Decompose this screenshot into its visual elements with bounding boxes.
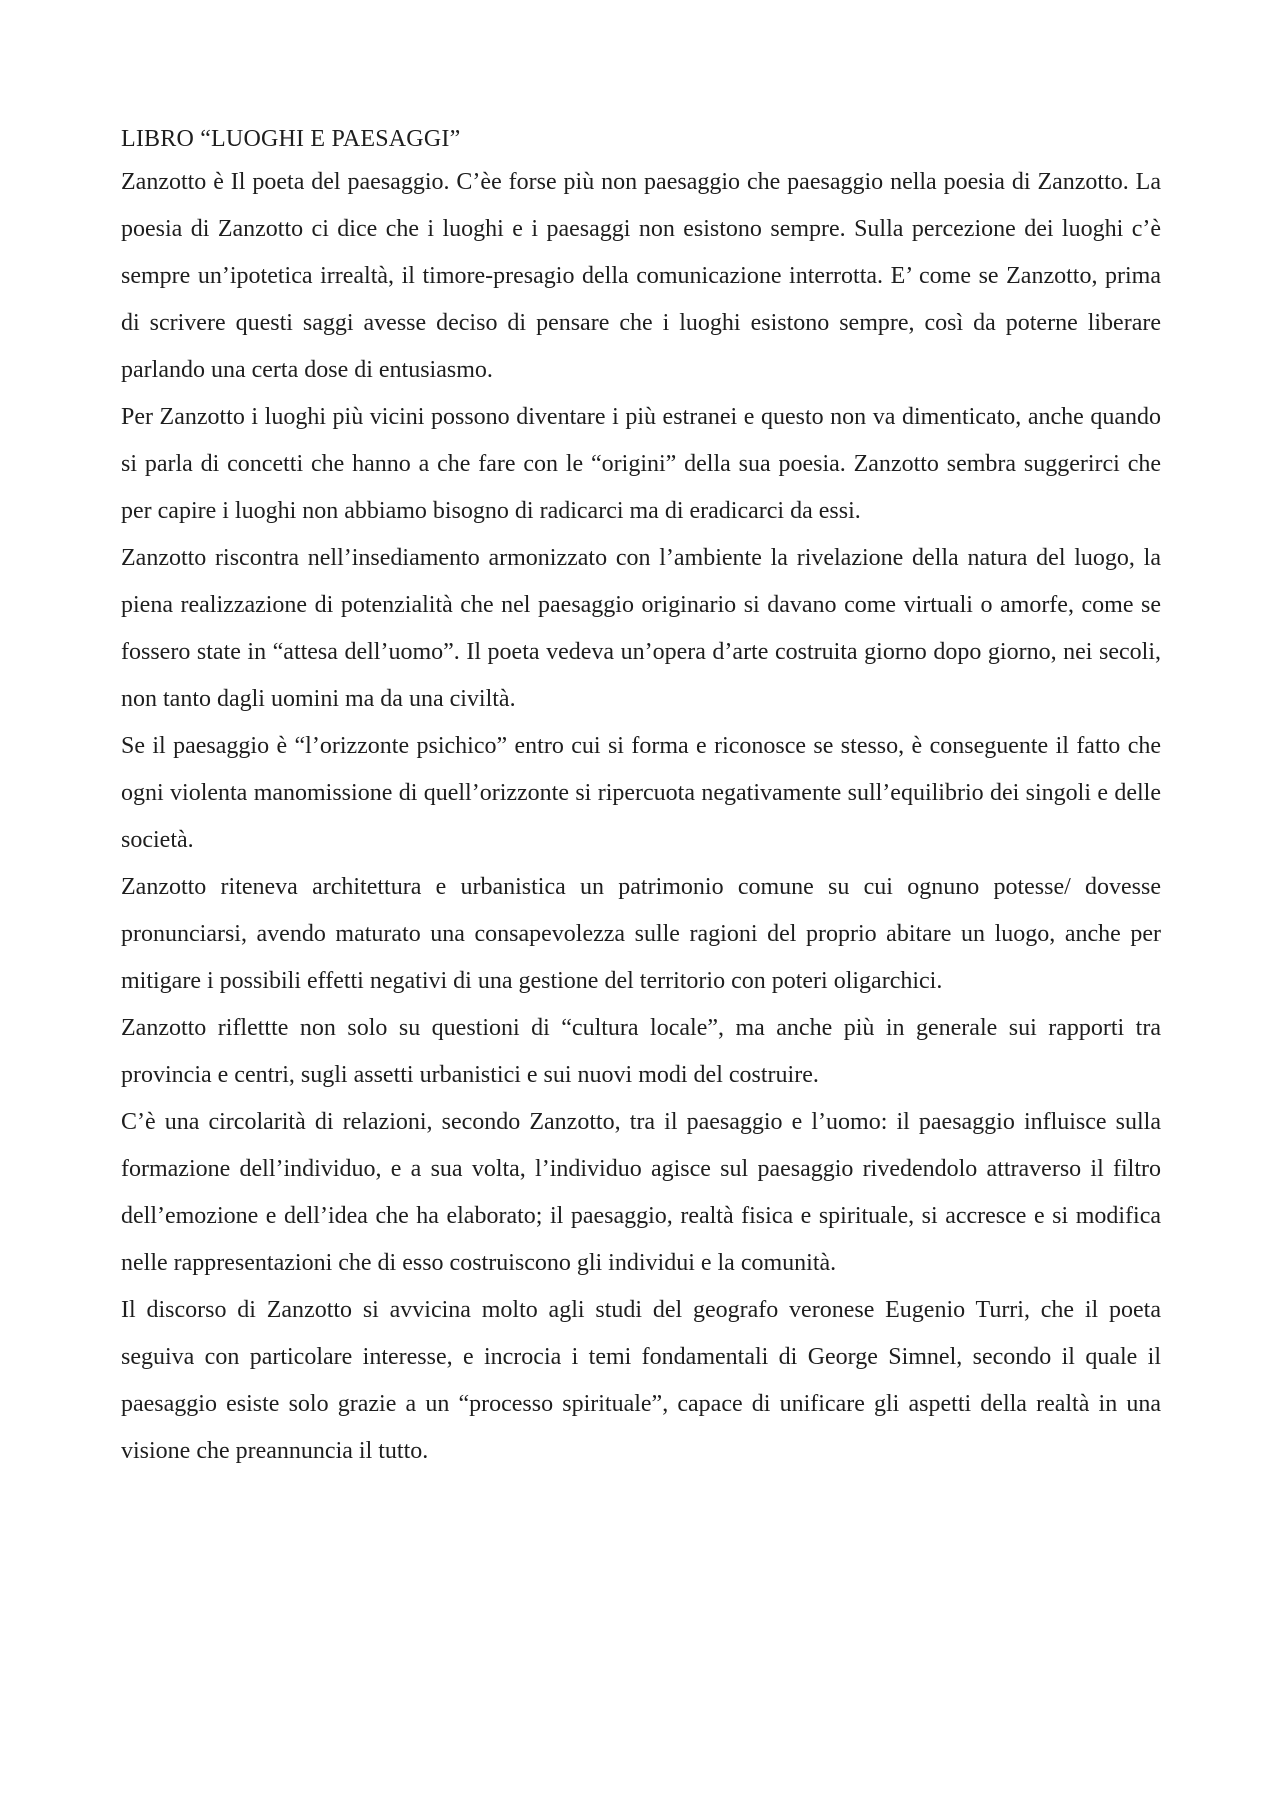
paragraph-6: Zanzotto riflettte non solo su questioni di “cultura locale”, ma anche più in generale sui rapporti tra provincia e centri, sugli assetti urbanistici e sui nuovi modi del costruire. <box>121 1015 1161 1088</box>
document-title: LIBRO “LUOGHI E PAESAGGI” <box>121 126 461 152</box>
paragraph-7: C’è una circolarità di relazioni, secondo Zanzotto, tra il paesaggio e l’uomo: il paesaggio influisce sulla formazione dell’individuo, e a sua volta, l’individuo agisce sul paesaggio rivedendolo attraverso il filtro dell’emozione e dell’idea che ha elaborato; il paesaggio, realtà fisica e spirituale, si accresce e si modifica nelle rappresentazioni che di esso costruiscono gli individui e la comunità. <box>121 1109 1161 1276</box>
document-body <box>121 121 1161 1475</box>
paragraph-5: Zanzotto riteneva architettura e urbanistica un patrimonio comune su cui ognuno potesse/ dovesse pronunciarsi, avendo maturato una consapevolezza sulle ragioni del proprio abitare un luogo, anche per mitigare i possibili effetti negativi di una gestione del territorio con poteri oligarchici. <box>121 874 1161 994</box>
paragraph-4: Se il paesaggio è “l’orizzonte psichico” entro cui si forma e riconosce se stesso, è conseguente il fatto che ogni violenta manomissione di quell’orizzonte si ripercuota negativamente sull’equilibrio dei singoli e delle società. <box>121 733 1161 853</box>
paragraph-8: Il discorso di Zanzotto si avvicina molto agli studi del geografo veronese Eugenio Turri, che il poeta seguiva con particolare interesse, e incrocia i temi fondamentali di George Simnel, secondo il quale il paesaggio esiste solo grazie a un “processo spirituale”, capace di unificare gli aspetti della realtà in una visione che preannuncia il tutto. <box>121 1297 1161 1464</box>
paragraph-3: Zanzotto riscontra nell’insediamento armonizzato con l’ambiente la rivelazione della natura del luogo, la piena realizzazione di potenzialità che nel paesaggio originario si davano come virtuali o amorfe, come se fossero state in “attesa dell’uomo”. Il poeta vedeva un’opera d’arte costruita giorno dopo giorno, nei secoli, non tanto dagli uomini ma da una civiltà. <box>121 545 1161 712</box>
paragraph-2: Per Zanzotto i luoghi più vicini possono diventare i più estranei e questo non va dimenticato, anche quando si parla di concetti che hanno a che fare con le “origini” della sua poesia. Zanzotto sembra suggerirci che per capire i luoghi non abbiamo bisogno di radicarci ma di eradicarci da essi. <box>121 404 1161 524</box>
paragraph-1: Zanzotto è Il poeta del paesaggio. C’èe forse più non paesaggio che paesaggio nella poesia di Zanzotto. La poesia di Zanzotto ci dice che i luoghi e i paesaggi non esistono sempre. Sulla percezione dei luoghi c’è sempre un’ipotetica irrealtà, il timore-presagio della comunicazione interrotta. E’ come se Zanzotto, prima di scrivere questi saggi avesse deciso di pensare che i luoghi esistono sempre, così da poterne liberare parlando una certa dose di entusiasmo. <box>121 169 1161 383</box>
